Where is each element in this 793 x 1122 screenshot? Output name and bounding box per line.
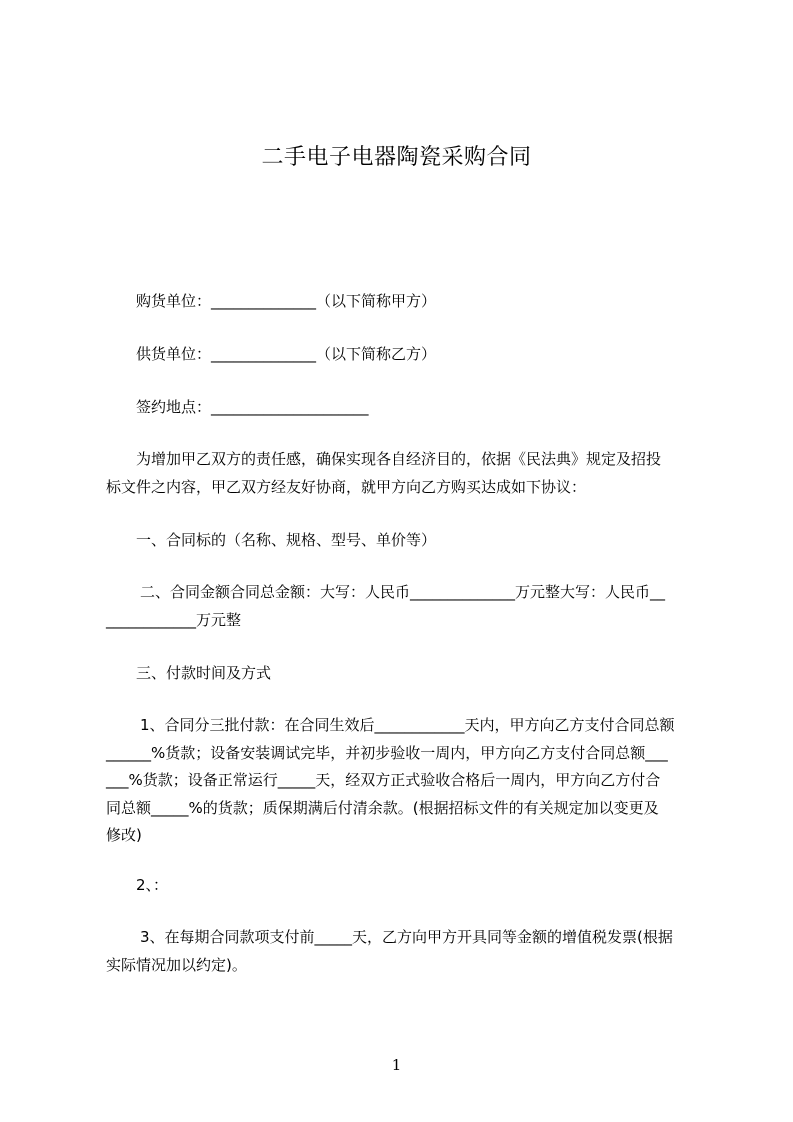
section-heading-payment: 三、付款时间及方式: [136, 664, 272, 682]
clause-1-line: 1、合同分三批付款：在合同生效后____________天内，甲方向乙方支付合同总额: [140, 716, 675, 734]
page-number: 1: [391, 1056, 402, 1074]
clause-1-line: ______%货款；设备安装调试完毕，并初步验收一周内，甲方向乙方支付合同总额___: [106, 743, 668, 762]
payment-clause-2: 2、：: [136, 876, 169, 894]
clause-3-line: 实际情况加以约定)。: [106, 955, 247, 974]
supplier-line: 供货单位：______________（以下简称乙方）: [136, 345, 437, 363]
preamble-line: 为增加甲乙双方的责任感，确保实现各自经济目的，依据《民法典》规定及招投: [136, 450, 662, 468]
preamble-paragraph: [106, 446, 661, 501]
signing-place-line: 签约地点：_____________________: [136, 398, 369, 416]
payment-clause-1: [106, 712, 675, 850]
clause-1-line: ___%货款；设备正常运行_____天，经双方正式验收合格后一周内，甲方向乙方付合: [106, 771, 661, 789]
clause-1-line: 修改): [106, 826, 142, 844]
contract-amount-line: ____________万元整: [106, 610, 242, 629]
clause-3-line: 3、在每期合同款项支付前_____天，乙方向甲方开具同等金额的增值税发票(根据: [140, 928, 673, 946]
payment-clause-3: [106, 924, 673, 979]
preamble-line: 标文件之内容，甲乙双方经友好协商，就甲方向乙方购买达成如下协议：: [106, 477, 587, 496]
section-heading-subject: 一、合同标的（名称、规格、型号、单价等）: [136, 531, 437, 549]
document-title: 二手电子电器陶瓷采购合同: [261, 145, 532, 170]
contract-amount-line: 二、合同金额合同总金额：大写：人民币______________万元整大写：人民币__: [140, 583, 666, 601]
clause-1-line: 同总额_____%的货款；质保期满后付清余款。(根据招标文件的有关规定加以变更及: [106, 798, 659, 817]
contract-amount-paragraph: [106, 579, 665, 634]
buyer-line: 购货单位：______________（以下简称甲方）: [136, 292, 437, 310]
